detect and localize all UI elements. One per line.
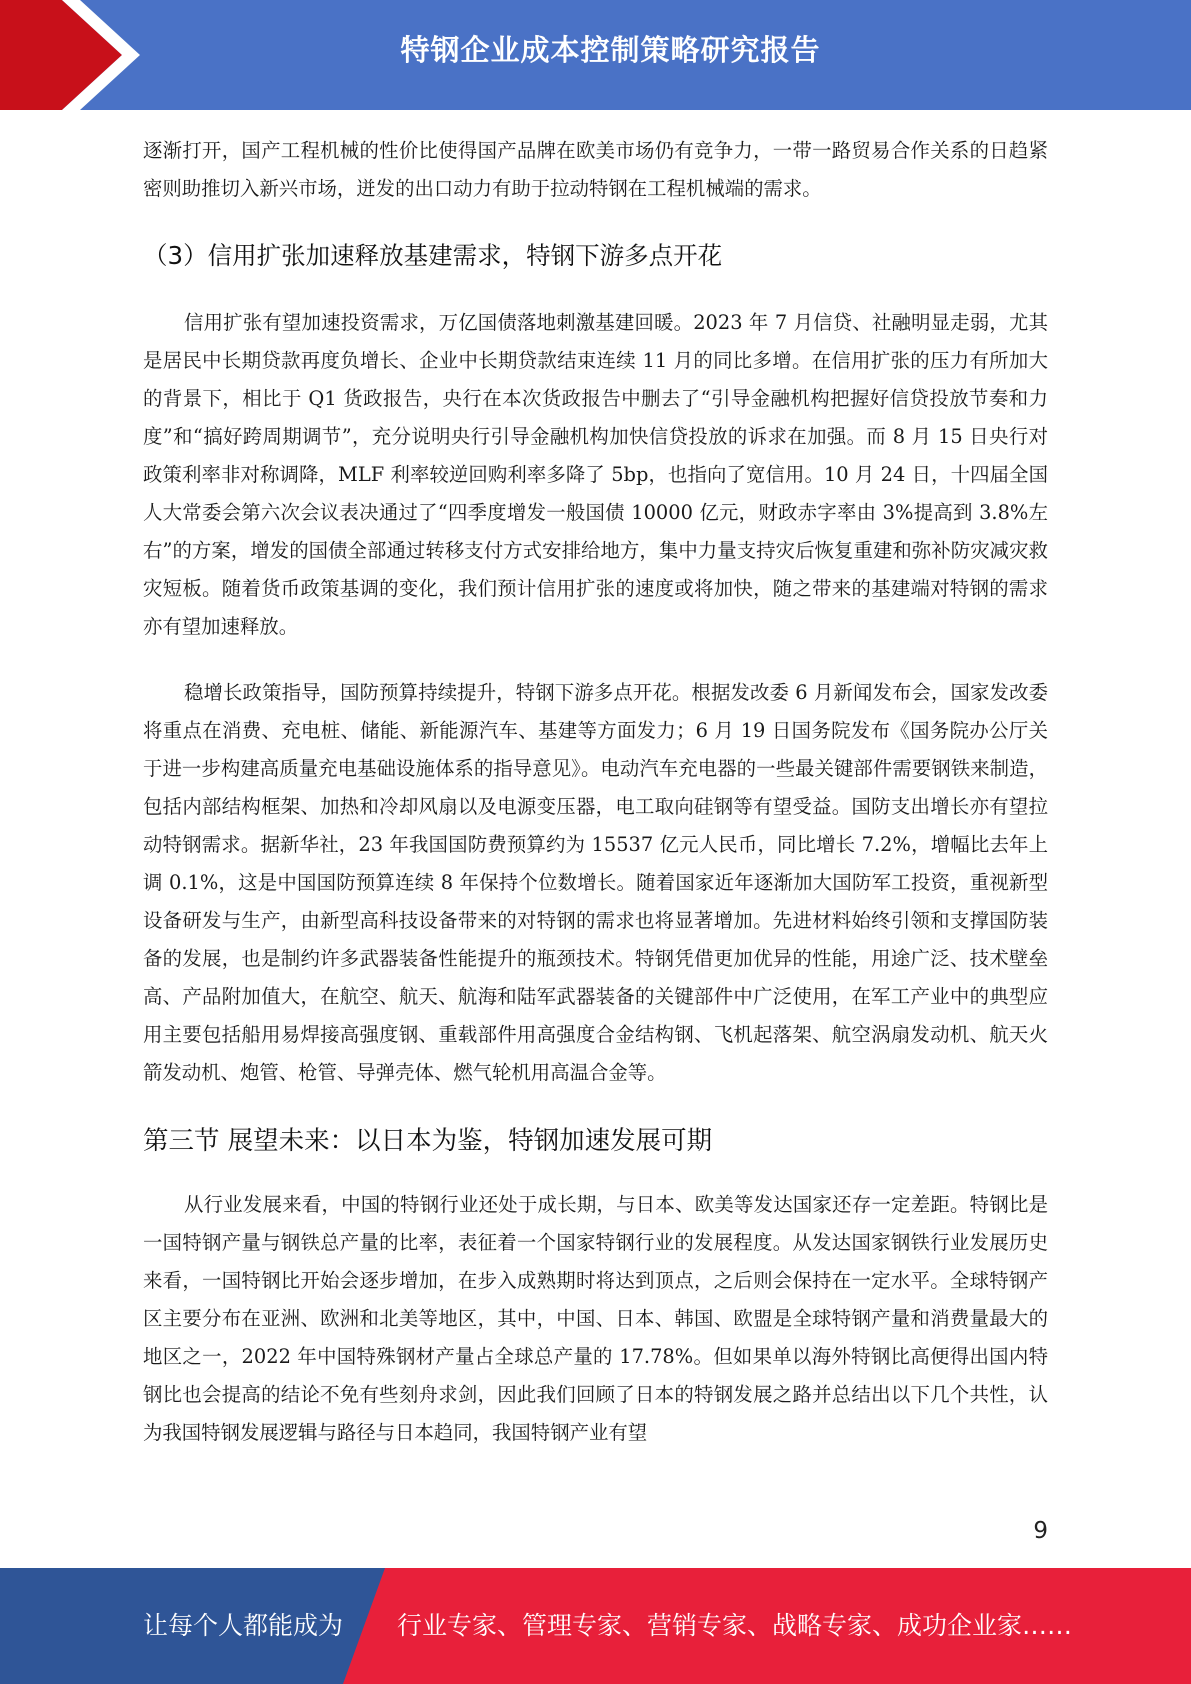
page-footer — [0, 1568, 1191, 1684]
paragraph-defense-budget: 稳增长政策指导，国防预算持续提升，特钢下游多点开花。根据发改委 6 月新闻发布会，国家发改委将重点在消费、充电桩、储能、新能源汽车、基建等方面发力；6 月 19 日国务院发布《国务院办公厅关于进一步构建高质量充电基础设施体系的指导意见》。电动汽车充电器的一些最关键部件需要钢铁来制造，包括内部结构框架、加热和冷却风扇以及电源变压器，电工取向硅钢等有望受益。国防支出增长亦有望拉动特钢需求。据新华社，23 年我国国防费预算约为 15537 亿元人民币，同比增长 7.2%，增幅比去年上调 0.1%，这是中国国防预算连续 8 年保持个位数增长。随着国家近年逐渐加大国防军工投资，重视新型设备研发与生产，由新型高科技设备带来的对特钢的需求也将显著增加。先进材料始终引领和支撑国防装备的发展，也是制约许多武器装备性能提升的瓶颈技术。特钢凭借更加优异的性能，用途广泛、技术壁垒高、产品附加值大，在航空、航天、航海和陆军武器装备的关键部件中广泛使用，在军工产业中的典型应用主要包括船用易焊接高强度钢、重载部件用高强度合金结构钢、飞机起落架、航空涡扇发动机、航天火箭发动机、炮管、枪管、导弹壳体、燃气轮机用高温合金等。 — [143, 681, 1049, 1084]
header-title: 特钢企业成本控制策略研究报告 — [400, 33, 821, 67]
footer-slogan-left: 让每个人都能成为 — [143, 1611, 344, 1640]
subsection-heading: （3）信用扩张加速释放基建需求，特钢下游多点开花 — [143, 241, 723, 270]
paragraph-credit-expansion: 信用扩张有望加速投资需求，万亿国债落地刺激基建回暖。2023 年 7 月信贷、社融明显走弱，尤其是居民中长期贷款再度负增长、企业中长期贷款结束连续 11 月的同比多增。在信用扩张的压力有所加大的背景下，相比于 Q1 货政报告，央行在本次货政报告中删去了“引导金融机构把握好信贷投放节奏和力度”和“搞好跨周期调节”，充分说明央行引导金融机构加快信贷投放的诉求在加强。而 8 月 15 日央行对政策利率非对称调降，MLF 利率较逆回购利率多降了 5bp，也指向了宽信用。10 月 24 日，十四届全国人大常委会第六次会议表决通过了“四季度增发一般国债 10000 亿元，财政赤字率由 3%提高到 3.8%左右”的方案，增发的国债全部通过转移支付方式安排给地方，集中力量支持灾后恢复重建和弥补防灾减灾救灾短板。随着货币政策基调的变化，我们预计信用扩张的速度或将加快，随之带来的基建端对特钢的需求亦有望加速释放。 — [143, 311, 1048, 638]
section-heading: 第三节 展望未来：以日本为鉴，特钢加速发展可期 — [143, 1126, 713, 1156]
footer-slogan-right: 行业专家、管理专家、营销专家、战略专家、成功企业家…… — [397, 1611, 1073, 1640]
paragraph-continuation: 逐渐打开，国产工程机械的性价比使得国产品牌在欧美市场仍有竞争力，一带一路贸易合作关系的日趋紧密则助推切入新兴市场，迸发的出口动力有助于拉动特钢在工程机械端的需求。 — [143, 139, 1048, 200]
page-header — [0, 0, 1191, 110]
document-body — [143, 132, 1048, 1452]
page-number: 9 — [1033, 1518, 1048, 1544]
paragraph-industry-outlook: 从行业发展来看，中国的特钢行业还处于成长期，与日本、欧美等发达国家还存一定差距。特钢比是一国特钢产量与钢铁总产量的比率，表征着一个国家特钢行业的发展程度。从发达国家钢铁行业发展历史来看，一国特钢比开始会逐步增加，在步入成熟期时将达到顶点，之后则会保持在一定水平。全球特钢产区主要分布在亚洲、欧洲和北美等地区，其中，中国、日本、韩国、欧盟是全球特钢产量和消费量最大的地区之一，2022 年中国特殊钢材产量占全球总产量的 17.78%。但如果单以海外特钢比高便得出国内特钢比也会提高的结论不免有些刻舟求剑，因此我们回顾了日本的特钢发展之路并总结出以下几个共性，认为我国特钢发展逻辑与路径与日本趋同，我国特钢产业有望 — [143, 1193, 1048, 1444]
